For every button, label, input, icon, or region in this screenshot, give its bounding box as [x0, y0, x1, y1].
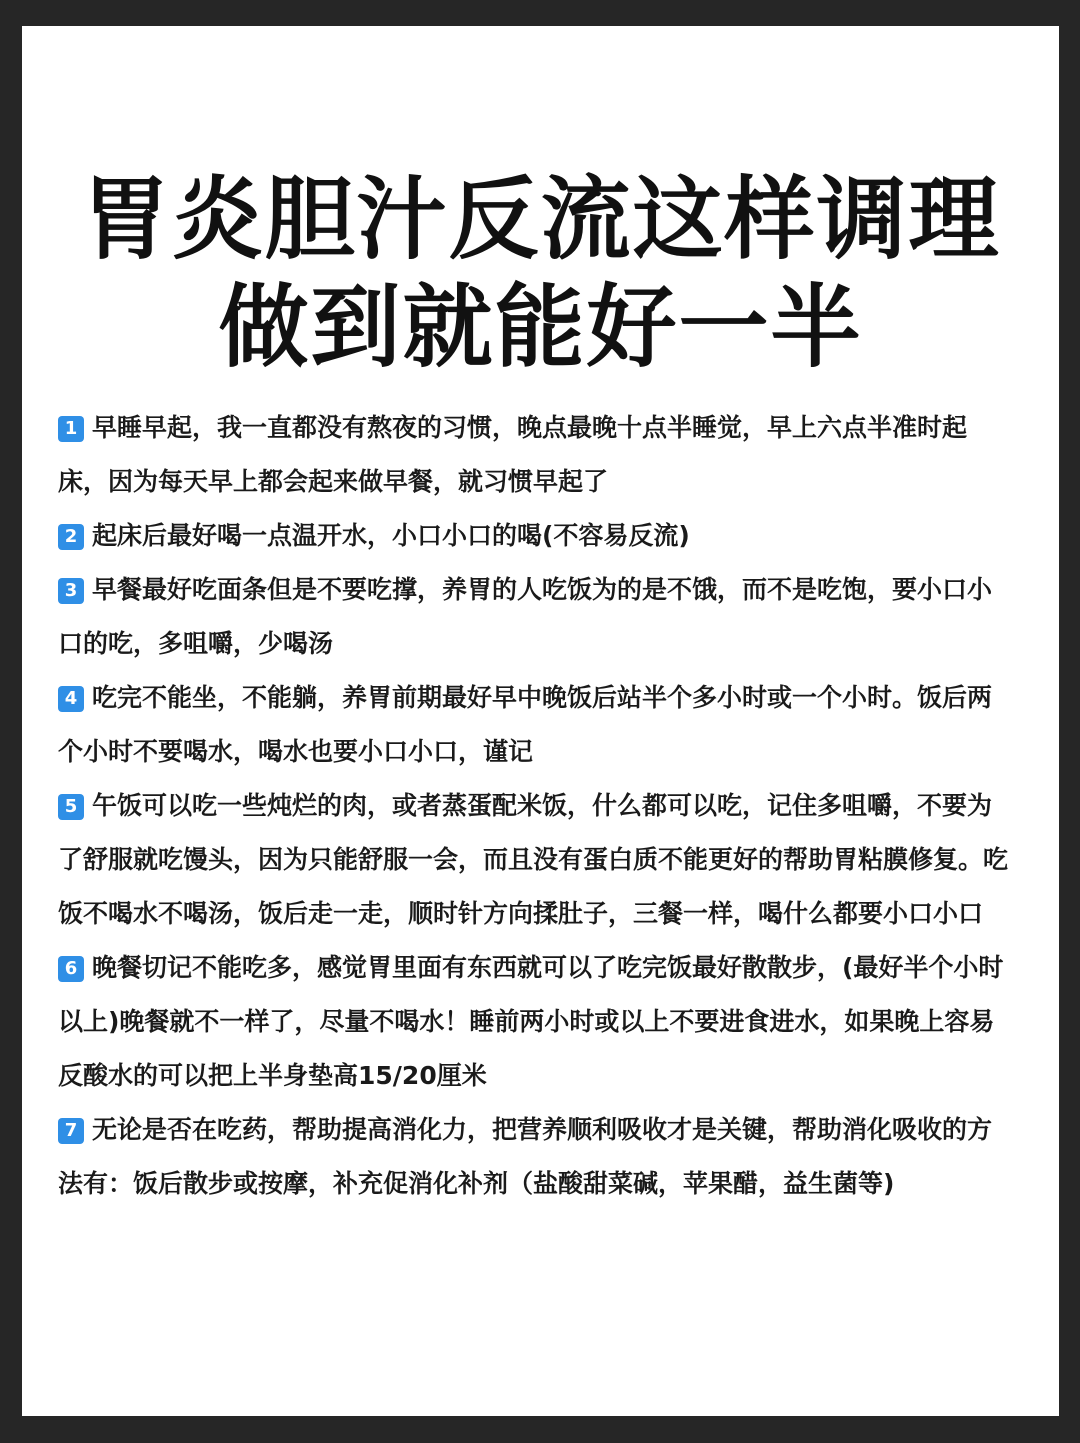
post-card: [22, 26, 1059, 1416]
number-badge-icon: 4: [58, 686, 84, 712]
title-line-1: 胃炎胆汁反流这样调理: [80, 167, 1001, 272]
number-badge-icon: 6: [58, 956, 84, 982]
number-badge-icon: 2: [58, 524, 84, 550]
number-badge-icon: 3: [58, 578, 84, 604]
tip-item-3: [58, 563, 1008, 671]
page-title: [22, 166, 1059, 382]
title-line-2: 做到就能好一半: [218, 275, 863, 380]
number-badge-icon: 5: [58, 794, 84, 820]
tips-list: [58, 401, 1008, 1211]
tip-text: 早餐最好吃面条但是不要吃撑，养胃的人吃饭为的是不饿，而不是吃饱，要小口小口的吃，多咀嚼，少喝汤: [58, 575, 993, 658]
tip-text: 午饭可以吃一些炖烂的肉，或者蒸蛋配米饭，什么都可以吃，记住多咀嚼，不要为了舒服就吃馒头，因为只能舒服一会，而且没有蛋白质不能更好的帮助胃粘膜修复。吃饭不喝水不喝汤，饭后走一走，顺时针方向揉肚子，三餐一样，喝什么都要小口小口: [58, 791, 1009, 928]
tip-item-4: [58, 671, 1008, 779]
tip-text: 晚餐切记不能吃多，感觉胃里面有东西就可以了吃完饭最好散散步，(最好半个小时以上)晚餐就不一样了，尽量不喝水！睡前两小时或以上不要进食进水，如果晚上容易反酸水的可以把上半身垫高15/20厘米: [58, 953, 1004, 1090]
tip-item-6: [58, 941, 1008, 1103]
tip-item-2: [58, 509, 1008, 563]
tip-text: 吃完不能坐，不能躺，养胃前期最好早中晚饭后站半个多小时或一个小时。饭后两个小时不要喝水，喝水也要小口小口，谨记: [58, 683, 993, 766]
tip-text: 早睡早起，我一直都没有熬夜的习惯，晚点最晚十点半睡觉，早上六点半准时起床，因为每天早上都会起来做早餐，就习惯早起了: [58, 413, 968, 496]
tip-item-7: [58, 1103, 1008, 1211]
tip-text: 起床后最好喝一点温开水，小口小口的喝(不容易反流): [92, 521, 690, 550]
tip-text: 无论是否在吃药，帮助提高消化力，把营养顺利吸收才是关键，帮助消化吸收的方法有：饭后散步或按摩，补充促消化补剂（盐酸甜菜碱，苹果醋，益生菌等): [58, 1115, 993, 1198]
tip-item-5: [58, 779, 1008, 941]
number-badge-icon: 1: [58, 416, 84, 442]
number-badge-icon: 7: [58, 1118, 84, 1144]
tip-item-1: [58, 401, 1008, 509]
